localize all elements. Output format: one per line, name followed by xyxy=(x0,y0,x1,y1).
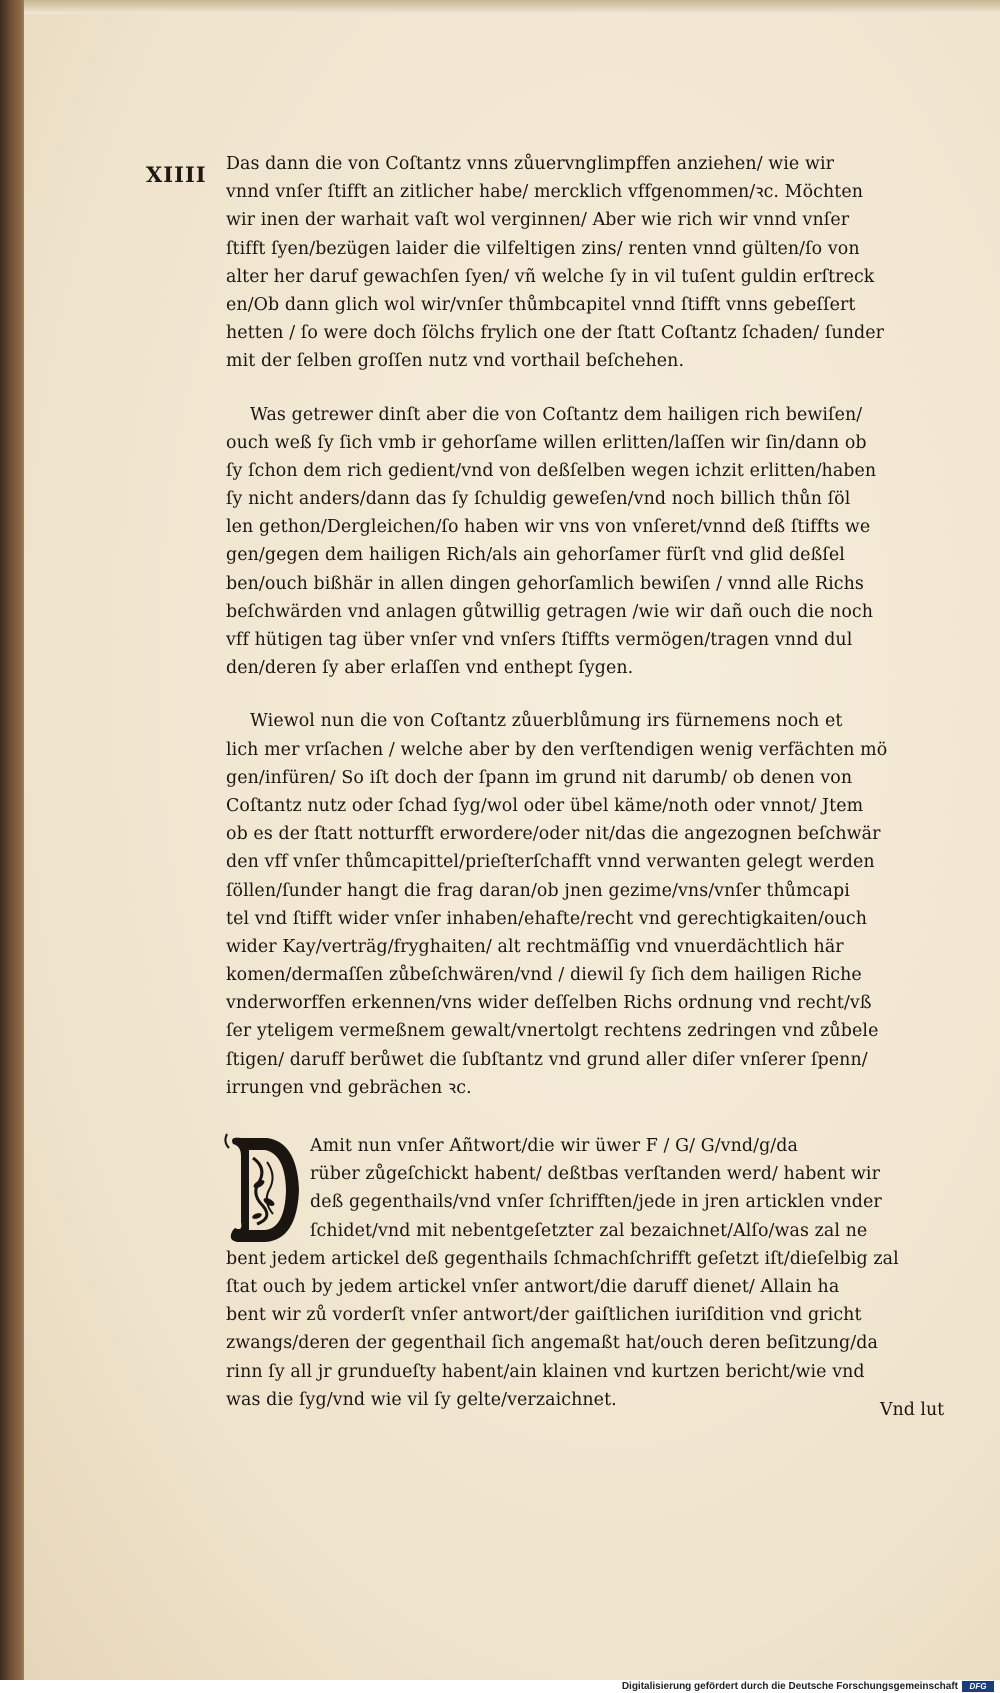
body-text xyxy=(226,150,966,1414)
text-line: ſchidet/vnd mit nebentgeſetzter zal bezaichnet/Alſo/was zal ne xyxy=(310,1220,868,1241)
text-line: ob es der ſtatt notturfft erwordere/oder nit/das die angezognen beſchwär xyxy=(226,824,881,845)
text-line: ſöllen/ſunder hangt die frag daran/ob jnen gezime/vns/vnſer thůmcapi xyxy=(226,880,850,901)
text-line: bent wir zů vorderſt vnſer antwort/der gaiſtlichen iuriſdition vnd gricht xyxy=(226,1305,862,1326)
text-line: mit der ſelben groſſen nutz vnd vorthail beſchehen. xyxy=(226,351,685,372)
footer-bar xyxy=(0,1680,1000,1693)
footer-credit: Digitalisierung gefördert durch die Deutsche Forschungsgemeinschaft xyxy=(621,1681,958,1692)
text-line: beſchwärden vnd anlagen gůtwillig getragen /wie wir dañ ouch die noch xyxy=(226,601,874,622)
text-line: zwangs/deren der gegenthail ſich angemaßt hat/ouch deren beſitzung/da xyxy=(226,1333,878,1354)
dfg-logo: DFG xyxy=(962,1681,994,1692)
text-line: irrungen vnd gebrächen ꝛc. xyxy=(226,1077,472,1098)
text-line: rinn ſy all jr grundueſty habent/ain klainen vnd kurtzen bericht/wie vnd xyxy=(226,1361,865,1382)
text-line: Das dann die von Coſtantz vnns zůuervnglimpffen anziehen/ wie wir xyxy=(226,154,835,174)
decorated-initial-d xyxy=(223,1132,305,1248)
text-line: len gethon/Dergleichen/ſo haben wir vns von vnſeret/vnnd deß ſtiffts we xyxy=(226,517,871,538)
catchword: Vnd lut xyxy=(880,1400,945,1420)
text-line: rüber zůgeſchickt habent/ deßtbas verſtanden werd/ habent wir xyxy=(310,1164,881,1185)
text-line: deß gegenthails/vnd vnſer ſchrifften/jede in jren articklen vnder xyxy=(310,1192,882,1213)
text-line: gen/gegen dem hailigen Rich/als ain gehorſamer fürſt vnd glid deßſel xyxy=(226,545,845,566)
text-line: gen/infüren/ So iſt doch der ſpann im grund nit darumb/ ob denen von xyxy=(226,767,853,788)
text-line: Amit nun vnſer Añtwort/die wir üwer F / G/ G/vnd/g/da xyxy=(310,1136,798,1156)
text-line: wir inen der warhait vaſt wol verginnen/ Aber wie rich wir vnnd vnſer xyxy=(226,210,850,231)
text-line: ouch weß ſy ſich vmb ir gehorſame willen erlitten/laſſen wir ſin/dann ob xyxy=(226,432,867,453)
folio-number: XIIII xyxy=(146,162,207,187)
text-line: komen/dermaſſen zůbeſchwären/vnd / diewil ſy ſich dem hailigen Riche xyxy=(226,965,862,986)
text-line: vnderworffen erkennen/vns wider deſſelben Richs ordnung vnd recht/vß xyxy=(226,993,872,1014)
paragraph-4 xyxy=(226,1132,966,1414)
paragraph-3 xyxy=(226,707,966,1102)
text-line: lich mer vrſachen / welche aber by den verſtendigen wenig verfächten mö xyxy=(226,739,888,760)
text-line: ſtigen/ daruff berůwet die ſubſtantz vnd grund aller diſer vnſerer ſpenn/ xyxy=(226,1049,868,1070)
text-line: wider Kay/verträg/fryghaiten/ alt rechtmäſſig vnd vnuerdächtlich här xyxy=(226,936,844,957)
text-line: hetten / ſo were doch ſölchs frylich one der ſtatt Coſtantz ſchaden/ ſunder xyxy=(226,323,885,344)
paragraph-1 xyxy=(226,150,966,376)
text-line: ſy nicht anders/dann das ſy ſchuldig geweſen/vnd noch billich thůn ſöl xyxy=(226,489,851,510)
text-line: en/Ob dann glich wol wir/vnſer thůmbcapitel vnnd ſtifft vnns gebeſſert xyxy=(226,294,856,315)
text-line: ben/ouch bißhär in allen dingen gehorſamlich bewiſen / vnnd alle Richs xyxy=(226,573,864,594)
text-line: vnnd vnſer ſtifft an zitlicher habe/ mercklich vffgenommen/ꝛc. Möchten xyxy=(226,182,864,203)
text-line: vff hütigen tag über vnſer vnd vnſers ſtiffts vermögen/tragen vnnd dul xyxy=(226,630,853,650)
text-line: Coſtantz nutz oder ſchad ſyg/wol oder übel käme/noth oder vnnot/ Jtem xyxy=(226,795,864,816)
paragraph-2 xyxy=(226,401,966,683)
text-line: ſtifft ſyen/bezügen laider die vilfeltigen zins/ renten vnnd gülten/ſo von xyxy=(226,238,860,259)
text-line: Was getrewer dinſt aber die von Coſtantz dem hailigen rich bewiſen/ xyxy=(250,404,863,425)
text-line: den/deren ſy aber erlaſſen vnd enthept ſygen. xyxy=(226,658,634,679)
page-top-shadow xyxy=(24,0,1000,14)
text-line: ſer yteligem vermeßnem gewalt/vnertolgt rechtens zedringen vnd zůbele xyxy=(226,1021,879,1042)
text-line: ſtat ouch by jedem artickel vnſer antwort/die daruff dienet/ Allain ha xyxy=(226,1276,840,1297)
text-line: alter her daruf gewachſen ſyen/ vñ welche ſy in vil tuſent guldin erſtreck xyxy=(226,266,875,287)
text-line: was die ſyg/vnd wie vil ſy gelte/verzaichnet. xyxy=(226,1389,617,1410)
text-line: tel vnd ſtifft wider vnſer inhaben/ehafte/recht vnd gerechtigkaiten/ouch xyxy=(226,908,868,929)
text-line: bent jedem artickel deß gegenthails ſchmachſchrifft geſetzt iſt/dieſelbig zal xyxy=(226,1248,899,1269)
text-line: Wiewol nun die von Coſtantz zůuerblůmung irs fürnemens noch et xyxy=(250,711,843,732)
text-line: ſy ſchon dem rich gedient/vnd von deßſelben wegen ichzit erlitten/haben xyxy=(226,460,877,481)
text-line: den vff vnſer thůmcapittel/prieſterſchafft vnnd verwanten gelegt werden xyxy=(226,852,875,873)
